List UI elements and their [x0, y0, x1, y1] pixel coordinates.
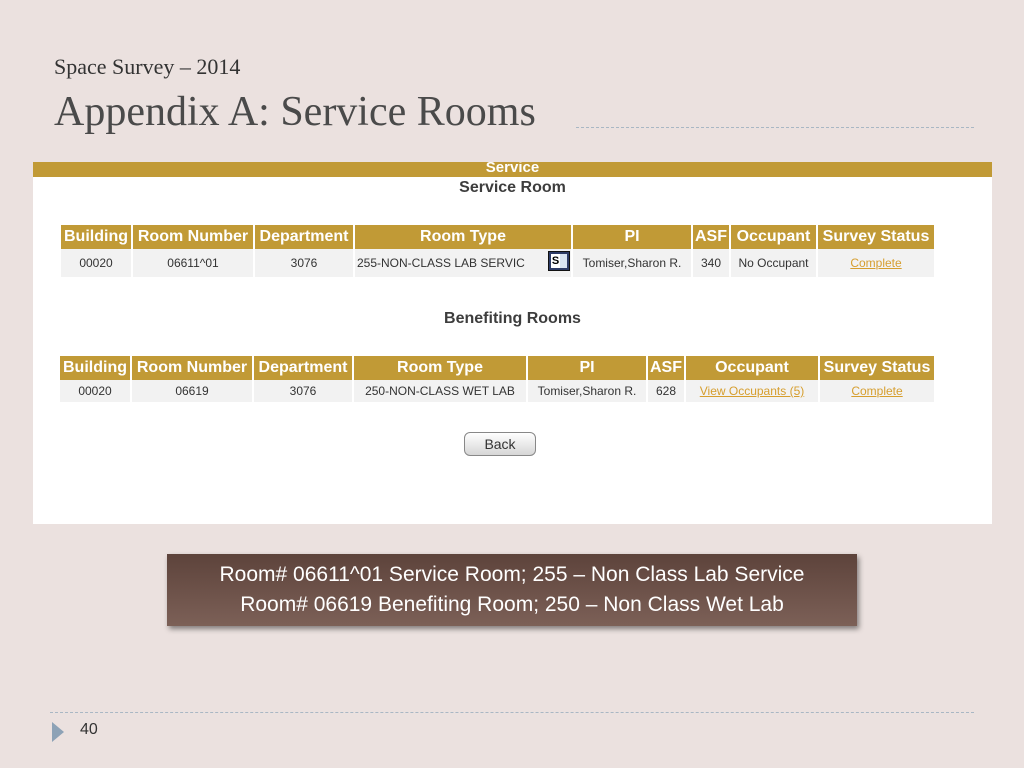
- slide-arrow-icon: [52, 722, 64, 742]
- callout-line-1: Room# 06611^01 Service Room; 255 – Non Class Lab Service: [219, 563, 805, 586]
- table-row: [61, 249, 934, 277]
- cell-occupant: [686, 380, 818, 402]
- cell-department: 3076: [255, 249, 353, 277]
- cell-survey-status: [818, 249, 934, 277]
- header-asf[interactable]: ASF: [693, 225, 729, 249]
- service-room-table: [59, 225, 936, 277]
- header-survey-status[interactable]: Survey Status: [820, 356, 934, 380]
- header-department[interactable]: Department: [255, 225, 353, 249]
- cell-occupant: No Occupant: [731, 249, 816, 277]
- cell-room-type: 250-NON-CLASS WET LAB: [354, 380, 526, 402]
- cell-room-number: 06611^01: [133, 249, 253, 277]
- header-survey-status[interactable]: Survey Status: [818, 225, 934, 249]
- header-asf[interactable]: ASF: [648, 356, 684, 380]
- cell-building: 00020: [61, 249, 131, 277]
- section-bar: Service: [33, 162, 992, 177]
- slide-title: Appendix A: Service Rooms: [54, 89, 536, 135]
- callout-line-2: Room# 06619 Benefiting Room; 250 – Non Class Wet Lab: [240, 593, 784, 616]
- table-row: [60, 380, 934, 402]
- header-pi[interactable]: PI: [573, 225, 691, 249]
- header-pi[interactable]: PI: [528, 356, 646, 380]
- header-room-number[interactable]: Room Number: [133, 225, 253, 249]
- service-room-icon[interactable]: [548, 251, 570, 271]
- service-room-heading: Service Room: [459, 179, 566, 196]
- cell-pi: Tomiser,Sharon R.: [573, 249, 691, 277]
- cell-building: 00020: [60, 380, 130, 402]
- cell-asf: 340: [693, 249, 729, 277]
- title-divider: [576, 127, 974, 128]
- slide-subtitle: Space Survey – 2014: [54, 54, 241, 79]
- header-occupant[interactable]: Occupant: [686, 356, 818, 380]
- header-occupant[interactable]: Occupant: [731, 225, 816, 249]
- header-room-number[interactable]: Room Number: [132, 356, 252, 380]
- page-number: 40: [80, 721, 98, 738]
- back-button[interactable]: Back: [464, 432, 536, 456]
- header-room-type[interactable]: Room Type: [355, 225, 571, 249]
- header-building[interactable]: Building: [60, 356, 130, 380]
- header-department[interactable]: Department: [254, 356, 352, 380]
- cell-room-number: 06619: [132, 380, 252, 402]
- cell-department: 3076: [254, 380, 352, 402]
- room-type-text: 255-NON-CLASS LAB SERVIC: [357, 256, 525, 270]
- survey-status-link[interactable]: Complete: [851, 384, 903, 398]
- cell-asf: 628: [648, 380, 684, 402]
- header-room-type[interactable]: Room Type: [354, 356, 526, 380]
- window-glyph: [560, 254, 567, 268]
- callout-box: [167, 554, 857, 626]
- service-room-icon-letter: S: [551, 255, 560, 267]
- cell-survey-status: [820, 380, 934, 402]
- benefiting-rooms-heading: Benefiting Rooms: [444, 310, 581, 327]
- cell-room-type: [355, 249, 571, 277]
- benefiting-rooms-table: [58, 356, 936, 402]
- view-occupants-link[interactable]: View Occupants (5): [699, 384, 805, 398]
- survey-status-link[interactable]: Complete: [850, 256, 902, 270]
- table-header-row: [60, 356, 934, 380]
- cell-pi: Tomiser,Sharon R.: [528, 380, 646, 402]
- footer-divider: [50, 712, 974, 713]
- header-building[interactable]: Building: [61, 225, 131, 249]
- screenshot-panel: [33, 162, 992, 524]
- table-header-row: [61, 225, 934, 249]
